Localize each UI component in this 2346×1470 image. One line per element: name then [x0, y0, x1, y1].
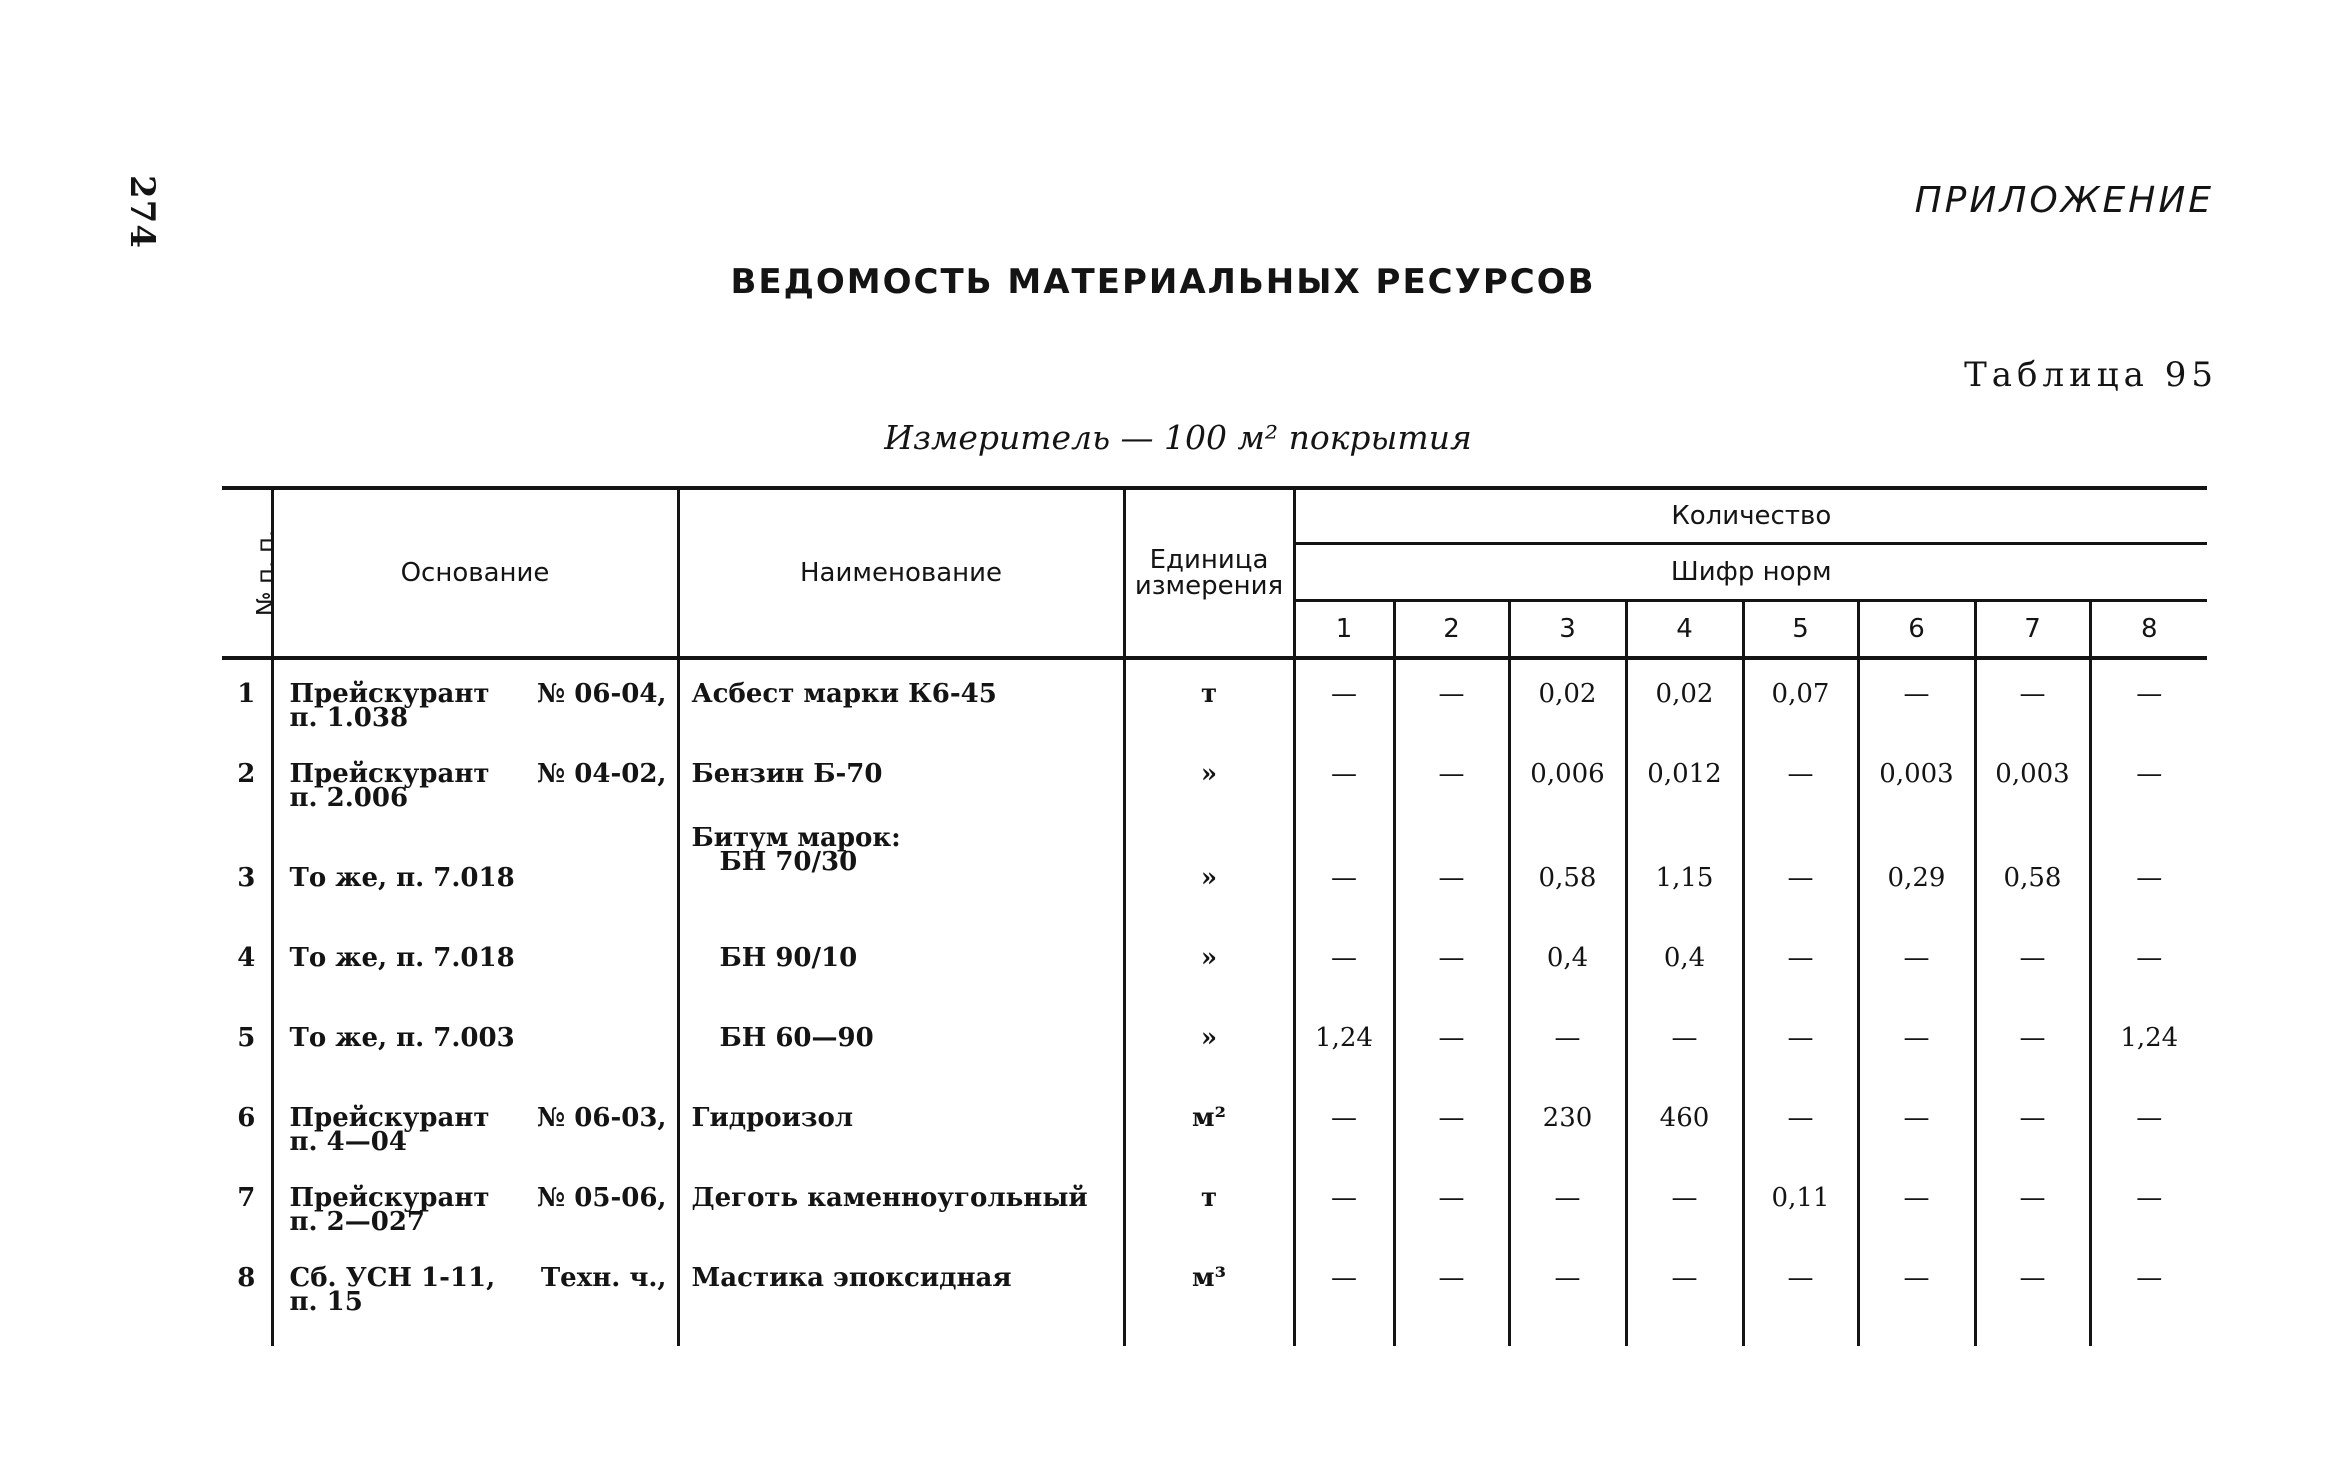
quantity-cell-1: — — [1294, 1084, 1394, 1164]
header-basis: Основание — [272, 488, 678, 658]
row-name-text: Бензин Б-70 — [691, 759, 883, 789]
row-basis-main: Прейскурант — [289, 759, 490, 789]
quantity-cell-4: — — [1626, 1244, 1743, 1346]
quantity-cell-8: — — [2090, 658, 2207, 740]
row-basis-item: п. 2—027 — [289, 1207, 425, 1237]
row-basis-line — [289, 1023, 667, 1053]
materials-table — [222, 486, 2207, 1346]
table-header — [222, 488, 2207, 658]
row-basis-main: Прейскурант — [289, 1183, 490, 1213]
quantity-cell-1: — — [1294, 924, 1394, 1004]
quantity-cell-8: — — [2090, 1244, 2207, 1346]
quantity-cell-4: 0,4 — [1626, 924, 1743, 1004]
quantity-cell-7: 0,003 — [1975, 740, 2090, 820]
quantity-cell-2: — — [1394, 1004, 1509, 1084]
quantity-cell-8: 1,24 — [2090, 1004, 2207, 1084]
header-unit-line1: Единица — [1149, 545, 1269, 575]
quantity-cell-6: — — [1858, 924, 1975, 1004]
quantity-cell-8: — — [2090, 1084, 2207, 1164]
header-name: Наименование — [678, 488, 1124, 658]
table-row — [222, 1244, 2207, 1346]
row-number: 8 — [237, 1263, 256, 1293]
row-name — [678, 1004, 1124, 1084]
row-basis — [272, 924, 678, 1004]
row-number: 2 — [237, 759, 256, 789]
header-col-2: 2 — [1394, 601, 1509, 659]
row-basis-ref: № 05-06, — [536, 1183, 667, 1213]
quantity-cell-1: 1,24 — [1294, 1004, 1394, 1084]
row-name — [678, 1244, 1124, 1346]
quantity-cell-5: — — [1743, 924, 1858, 1004]
quantity-cell-2: — — [1394, 1244, 1509, 1346]
quantity-cell-2: — — [1394, 658, 1509, 740]
quantity-cell-6: 0,29 — [1858, 820, 1975, 924]
row-name — [678, 740, 1124, 820]
row-basis-main: Прейскурант — [289, 1103, 490, 1133]
row-basis — [272, 1164, 678, 1244]
row-basis-main: Прейскурант — [289, 679, 490, 709]
header-num-text: № п. п. — [251, 529, 280, 617]
quantity-cell-7: — — [1975, 658, 2090, 740]
table-label: Таблица 95 — [1964, 355, 2218, 395]
quantity-cell-5: 0,11 — [1743, 1164, 1858, 1244]
appendix-label: ПРИЛОЖЕНИЕ — [1914, 180, 2214, 221]
row-basis-item: п. 1.038 — [289, 703, 409, 733]
row-basis — [272, 820, 678, 924]
quantity-cell-5: — — [1743, 740, 1858, 820]
row-unit: » — [1124, 740, 1294, 820]
row-unit: » — [1124, 924, 1294, 1004]
quantity-cell-3: 230 — [1509, 1084, 1626, 1164]
quantity-cell-5: 0,07 — [1743, 658, 1858, 740]
row-basis-ref: Техн. ч., — [540, 1263, 667, 1293]
quantity-cell-7: — — [1975, 1244, 2090, 1346]
document-title — [0, 262, 2346, 302]
row-basis — [272, 1244, 678, 1346]
quantity-cell-1: — — [1294, 1164, 1394, 1244]
row-basis — [272, 1004, 678, 1084]
row-basis-line — [289, 863, 667, 893]
header-col-5: 5 — [1743, 601, 1858, 659]
quantity-cell-4: 1,15 — [1626, 820, 1743, 924]
row-name — [678, 1084, 1124, 1164]
quantity-cell-4: 0,012 — [1626, 740, 1743, 820]
quantity-cell-3: 0,02 — [1509, 658, 1626, 740]
quantity-cell-5: — — [1743, 1084, 1858, 1164]
quantity-cell-6: — — [1858, 658, 1975, 740]
row-number: 4 — [237, 943, 256, 973]
quantity-cell-2: — — [1394, 924, 1509, 1004]
row-basis-main: То же, п. 7.003 — [289, 1023, 515, 1053]
quantity-cell-6: — — [1858, 1164, 1975, 1244]
row-basis — [272, 740, 678, 820]
row-number: 7 — [237, 1183, 256, 1213]
row-basis-item: п. 4—04 — [289, 1127, 407, 1157]
quantity-cell-1: — — [1294, 1244, 1394, 1346]
row-name-text: Гидроизол — [691, 1103, 854, 1133]
row-name-text: Мастика эпоксидная — [691, 1263, 1012, 1293]
quantity-cell-4: — — [1626, 1164, 1743, 1244]
quantity-cell-3: 0,006 — [1509, 740, 1626, 820]
quantity-cell-8: — — [2090, 924, 2207, 1004]
row-name — [678, 658, 1124, 740]
row-name — [678, 820, 1124, 924]
quantity-cell-5: — — [1743, 1004, 1858, 1084]
header-unit-line2: измерения — [1134, 571, 1284, 601]
row-number: 1 — [237, 679, 256, 709]
row-basis-main: То же, п. 7.018 — [289, 943, 515, 973]
quantity-cell-7: — — [1975, 924, 2090, 1004]
row-number: 3 — [237, 863, 256, 893]
row-basis — [272, 1084, 678, 1164]
table-row — [222, 1004, 2207, 1084]
measure-caption-text: Измеритель — 100 м² покрытия — [884, 418, 1472, 457]
header-col-1: 1 — [1294, 601, 1394, 659]
header-code: Шифр норм — [1294, 544, 2207, 601]
row-unit: м² — [1124, 1084, 1294, 1164]
table-row — [222, 658, 2207, 740]
row-name-text: БН 90/10 — [719, 943, 858, 973]
quantity-cell-4: — — [1626, 1004, 1743, 1084]
quantity-cell-1: — — [1294, 820, 1394, 924]
quantity-cell-3: 0,4 — [1509, 924, 1626, 1004]
quantity-cell-5: — — [1743, 1244, 1858, 1346]
table-body — [222, 658, 2207, 1346]
quantity-cell-3: 0,58 — [1509, 820, 1626, 924]
row-basis-main: Сб. УСН 1-11, — [289, 1263, 496, 1293]
header-col-7: 7 — [1975, 601, 2090, 659]
document-title-text: ВЕДОМОСТЬ МАТЕРИАЛЬНЫХ РЕСУРСОВ — [730, 262, 1596, 302]
row-unit: » — [1124, 1004, 1294, 1084]
quantity-cell-6: — — [1858, 1084, 1975, 1164]
row-name-text: БН 70/30 — [719, 847, 858, 877]
table-row — [222, 1164, 2207, 1244]
row-name — [678, 1164, 1124, 1244]
row-basis-ref: № 06-04, — [536, 679, 667, 709]
quantity-cell-8: — — [2090, 740, 2207, 820]
table-row — [222, 1084, 2207, 1164]
header-col-8: 8 — [2090, 601, 2207, 659]
row-unit: м³ — [1124, 1244, 1294, 1346]
quantity-cell-8: — — [2090, 1164, 2207, 1244]
row-basis-ref: № 04-02, — [536, 759, 667, 789]
table-row — [222, 924, 2207, 1004]
header-quantity: Количество — [1294, 488, 2207, 544]
row-basis — [272, 658, 678, 740]
header-col-3: 3 — [1509, 601, 1626, 659]
row-unit: » — [1124, 820, 1294, 924]
quantity-cell-7: — — [1975, 1084, 2090, 1164]
quantity-cell-4: 460 — [1626, 1084, 1743, 1164]
quantity-cell-6: — — [1858, 1004, 1975, 1084]
header-num — [222, 488, 280, 658]
row-basis-main: То же, п. 7.018 — [289, 863, 515, 893]
quantity-cell-2: — — [1394, 740, 1509, 820]
table-row — [222, 740, 2207, 820]
measure-caption — [0, 418, 2346, 457]
quantity-cell-6: 0,003 — [1858, 740, 1975, 820]
quantity-cell-7: — — [1975, 1004, 2090, 1084]
header-col-6: 6 — [1858, 601, 1975, 659]
row-number: 6 — [237, 1103, 256, 1133]
row-basis-ref: № 06-03, — [536, 1103, 667, 1133]
quantity-cell-5: — — [1743, 820, 1858, 924]
row-basis-item: п. 2.006 — [289, 783, 409, 813]
row-number: 5 — [237, 1023, 256, 1053]
page-number: 274 — [122, 175, 162, 249]
quantity-cell-1: — — [1294, 658, 1394, 740]
quantity-cell-7: 0,58 — [1975, 820, 2090, 924]
quantity-cell-3: — — [1509, 1244, 1626, 1346]
header-col-4: 4 — [1626, 601, 1743, 659]
quantity-cell-6: — — [1858, 1244, 1975, 1346]
header-unit — [1124, 488, 1294, 658]
quantity-cell-1: — — [1294, 740, 1394, 820]
quantity-cell-2: — — [1394, 1084, 1509, 1164]
row-name-group: Битум марок: — [691, 823, 901, 853]
row-basis-item: п. 15 — [289, 1287, 363, 1317]
quantity-cell-7: — — [1975, 1164, 2090, 1244]
row-name — [678, 924, 1124, 1004]
row-unit: т — [1124, 658, 1294, 740]
quantity-cell-3: — — [1509, 1164, 1626, 1244]
row-name-text: Асбест марки К6-45 — [691, 679, 997, 709]
row-basis-line — [289, 943, 667, 973]
table-row — [222, 820, 2207, 924]
quantity-cell-2: — — [1394, 1164, 1509, 1244]
row-unit: т — [1124, 1164, 1294, 1244]
row-name-text: БН 60—90 — [719, 1023, 874, 1053]
quantity-cell-8: — — [2090, 820, 2207, 924]
row-name-text: Деготь каменноугольный — [691, 1183, 1088, 1213]
quantity-cell-4: 0,02 — [1626, 658, 1743, 740]
quantity-cell-3: — — [1509, 1004, 1626, 1084]
quantity-cell-2: — — [1394, 820, 1509, 924]
